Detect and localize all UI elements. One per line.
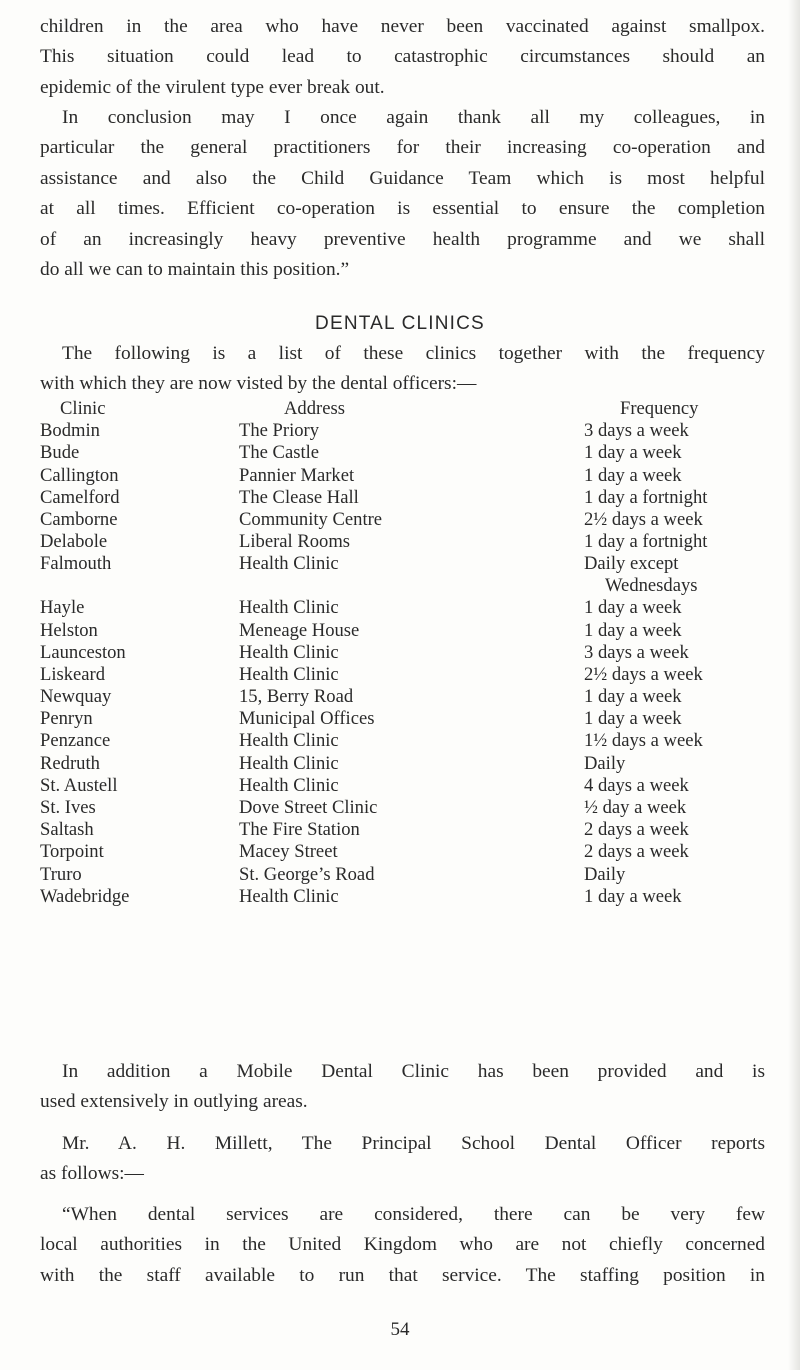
cell-address: Meneage House bbox=[239, 619, 360, 641]
section-heading: DENTAL CLINICS bbox=[315, 313, 485, 334]
mobile-clinic-paragraph bbox=[40, 1057, 765, 1118]
text-line: with which they are now visted by the dental officers:— bbox=[40, 373, 477, 395]
cell-clinic: Penzance bbox=[40, 730, 111, 752]
table-row bbox=[40, 597, 770, 619]
cell-clinic: Redruth bbox=[40, 752, 100, 774]
table-row bbox=[40, 864, 770, 886]
text-line: In addition a Mobile Dental Clinic has been provided and is bbox=[62, 1061, 765, 1082]
text-line: Mr. A. H. Millett, The Principal School Dental Officer reports bbox=[62, 1133, 765, 1154]
cell-address: The Priory bbox=[239, 420, 320, 442]
cell-address: Health Clinic bbox=[239, 641, 339, 663]
header-address: Address bbox=[284, 398, 345, 419]
table-row bbox=[40, 487, 770, 509]
cell-clinic: St. Ives bbox=[40, 797, 96, 818]
table-row bbox=[40, 775, 770, 797]
cell-address: Community Centre bbox=[239, 508, 383, 530]
cell-address: The Clease Hall bbox=[239, 486, 359, 508]
cell-frequency: 1 day a fortnight bbox=[584, 531, 708, 553]
list-intro-paragraph bbox=[40, 339, 765, 400]
text-line: This situation could lead to catastrophic circumstances should an bbox=[40, 46, 765, 68]
cell-clinic: Helston bbox=[40, 619, 98, 641]
cell-frequency: 3 days a week bbox=[584, 641, 689, 663]
table-row bbox=[40, 797, 770, 819]
table-header-row bbox=[40, 398, 770, 420]
text-line: as follows:— bbox=[40, 1163, 144, 1185]
quote-paragraph bbox=[40, 1200, 765, 1291]
text-line: local authorities in the United Kingdom who are not chiefly concerned bbox=[40, 1234, 765, 1256]
cell-address: Municipal Offices bbox=[239, 708, 375, 730]
table-row bbox=[40, 819, 770, 841]
text-line: children in the area who have never been vaccinated against smallpox. bbox=[40, 16, 765, 37]
cell-address: Health Clinic bbox=[239, 553, 339, 575]
cell-clinic: Camborne bbox=[40, 508, 118, 530]
text-line: do all we can to maintain this position.” bbox=[40, 259, 350, 281]
cell-clinic: Delabole bbox=[40, 531, 108, 553]
text-line: assistance and also the Child Guidance Team which is most helpful bbox=[40, 167, 765, 189]
cell-clinic: Saltash bbox=[40, 819, 94, 841]
cell-clinic: Launceston bbox=[40, 641, 126, 663]
cell-frequency: 1 day a week bbox=[584, 619, 682, 641]
cell-address: Macey Street bbox=[239, 841, 338, 863]
text-line: “When dental services are considered, there can be very few bbox=[62, 1204, 765, 1225]
cell-address: Health Clinic bbox=[239, 663, 339, 685]
page-number: 54 bbox=[390, 1319, 410, 1340]
text-line: at all times. Efficient co-operation is essential to ensure the completion bbox=[40, 198, 765, 220]
cell-address: Health Clinic bbox=[239, 774, 339, 796]
cell-frequency: 1 day a week bbox=[584, 885, 682, 907]
cell-frequency: 1 day a week bbox=[584, 464, 682, 486]
cell-address: St. George’s Road bbox=[239, 863, 375, 885]
cell-address: Health Clinic bbox=[239, 885, 339, 907]
text-line: particular the general practitioners for their increasing co-operation and bbox=[40, 137, 765, 159]
cell-clinic: Truro bbox=[40, 863, 82, 885]
cell-clinic: Hayle bbox=[40, 597, 85, 619]
table-row bbox=[40, 708, 770, 730]
cell-clinic: Newquay bbox=[40, 686, 112, 708]
cell-frequency: 1 day a week bbox=[584, 708, 682, 730]
page-edge-shadow bbox=[788, 0, 800, 1370]
table-row bbox=[40, 730, 770, 752]
cell-frequency: 2 days a week bbox=[584, 819, 689, 841]
table-row bbox=[40, 686, 770, 708]
cell-frequency bbox=[584, 553, 784, 597]
cell-frequency: 2½ days a week bbox=[584, 508, 703, 530]
frequency-line: Daily except bbox=[584, 553, 679, 575]
intro-paragraph bbox=[40, 12, 765, 103]
table-row bbox=[40, 420, 770, 442]
frequency-continuation: Wednesdays bbox=[605, 575, 698, 597]
text-line: epidemic of the virulent type ever break out. bbox=[40, 76, 385, 98]
clinic-table bbox=[40, 398, 770, 908]
cell-frequency: 3 days a week bbox=[584, 420, 689, 442]
table-row bbox=[40, 664, 770, 686]
cell-frequency: Daily bbox=[584, 752, 626, 774]
cell-clinic: Camelford bbox=[40, 486, 120, 508]
cell-clinic: Bodmin bbox=[40, 420, 100, 442]
table-row bbox=[40, 841, 770, 863]
cell-frequency: 1 day a week bbox=[584, 442, 682, 464]
cell-address: Liberal Rooms bbox=[239, 531, 351, 553]
cell-frequency: Daily bbox=[584, 863, 626, 885]
cell-address: Health Clinic bbox=[239, 752, 339, 774]
text-line: of an increasingly heavy preventive health programme and we shall bbox=[40, 228, 765, 250]
cell-address: Health Clinic bbox=[239, 730, 339, 752]
cell-frequency: 4 days a week bbox=[584, 774, 689, 796]
cell-clinic: Liskeard bbox=[40, 663, 106, 685]
table-row bbox=[40, 531, 770, 553]
cell-clinic: Falmouth bbox=[40, 553, 112, 575]
table-row bbox=[40, 465, 770, 487]
cell-clinic: St. Austell bbox=[40, 774, 118, 796]
table-row bbox=[40, 886, 770, 908]
header-clinic: Clinic bbox=[60, 398, 106, 419]
table-row bbox=[40, 553, 770, 597]
table-row bbox=[40, 442, 770, 464]
cell-frequency: 1 day a fortnight bbox=[584, 486, 708, 508]
cell-address: 15, Berry Road bbox=[239, 686, 354, 708]
cell-frequency: 1½ days a week bbox=[584, 730, 703, 752]
conclusion-paragraph bbox=[40, 103, 765, 285]
cell-clinic: Bude bbox=[40, 442, 80, 464]
cell-address: The Castle bbox=[239, 442, 320, 464]
cell-frequency: 1 day a week bbox=[584, 686, 682, 708]
cell-address: The Fire Station bbox=[239, 819, 360, 841]
table-row bbox=[40, 642, 770, 664]
cell-address: Dove Street Clinic bbox=[239, 797, 378, 818]
text-line: with the staff available to run that service. The staffing position in bbox=[40, 1264, 765, 1286]
cell-frequency: 1 day a week bbox=[584, 597, 682, 619]
cell-clinic: Torpoint bbox=[40, 841, 104, 863]
header-frequency: Frequency bbox=[620, 398, 699, 419]
table-row bbox=[40, 509, 770, 531]
cell-clinic: Penryn bbox=[40, 708, 93, 730]
table-row bbox=[40, 620, 770, 642]
cell-frequency: ½ day a week bbox=[584, 797, 687, 818]
report-intro-paragraph bbox=[40, 1129, 765, 1190]
cell-frequency: 2 days a week bbox=[584, 841, 689, 863]
cell-clinic: Wadebridge bbox=[40, 885, 130, 907]
table-row bbox=[40, 753, 770, 775]
cell-address: Health Clinic bbox=[239, 597, 339, 619]
text-line: In conclusion may I once again thank all my colleagues, in bbox=[62, 107, 765, 128]
cell-clinic: Callington bbox=[40, 464, 119, 486]
text-line: used extensively in outlying areas. bbox=[40, 1091, 308, 1113]
text-line: The following is a list of these clinics together with the frequency bbox=[62, 343, 765, 364]
cell-address: Pannier Market bbox=[239, 464, 355, 486]
cell-frequency: 2½ days a week bbox=[584, 663, 703, 685]
